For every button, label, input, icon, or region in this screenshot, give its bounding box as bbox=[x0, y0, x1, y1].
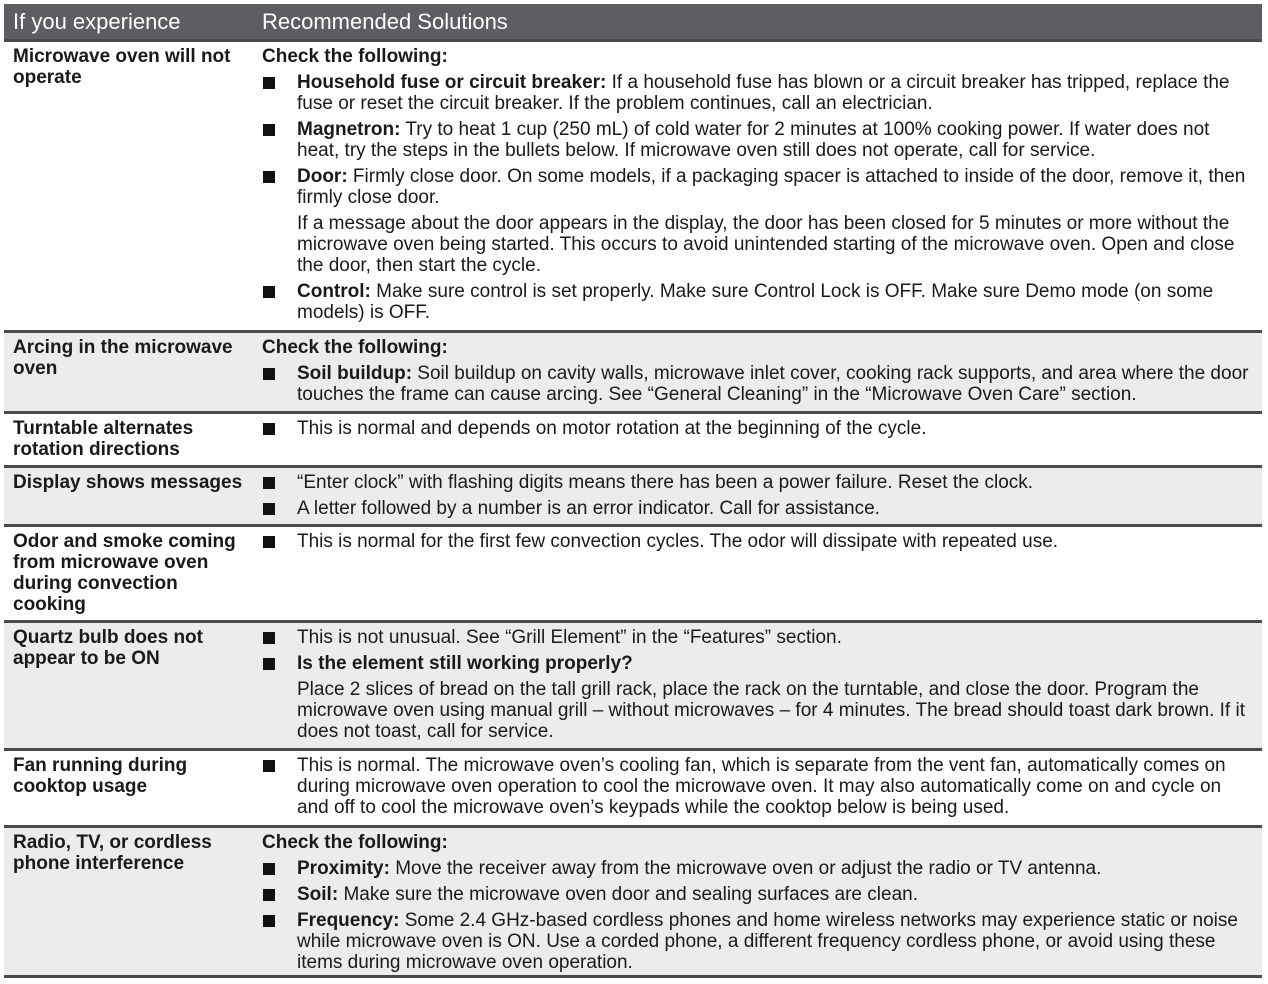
bullet-text: A letter followed by a number is an error indicator. Call for assistance. bbox=[297, 498, 880, 519]
square-bullet-icon bbox=[263, 536, 275, 548]
solution-cell bbox=[252, 42, 1262, 330]
grill-note: Place 2 slices of bread on the tall grill rack, place the rack on the turntable, and close the door. Program the microwave oven using manual grill – without microwaves – for 4 minutes. The bread should toast dark brown. If it does not toast, call for service. bbox=[297, 679, 1245, 742]
bullet-item bbox=[262, 119, 1254, 161]
table-header bbox=[4, 4, 1262, 39]
square-bullet-icon bbox=[263, 889, 275, 901]
square-bullet-icon bbox=[263, 77, 275, 89]
square-bullet-icon bbox=[263, 124, 275, 136]
bullet-item bbox=[262, 498, 1254, 519]
bullet-label: Control: bbox=[297, 281, 371, 302]
bullet-label: Magnetron: bbox=[297, 119, 401, 140]
bullet-text: This is normal. The microwave oven’s cooling fan, which is separate from the vent fan, automatically comes on during microwave oven operation to cool the microwave oven. It may also automatically come on and cycle on and off to cool the microwave oven’s keypads while the cooktop below is being used. bbox=[297, 755, 1226, 818]
check-heading: Check the following: bbox=[262, 46, 448, 67]
problem-cell: Fan running during cooktop usage bbox=[13, 755, 188, 797]
table-row bbox=[4, 748, 1262, 825]
problem-cell: Turntable alternates rotation directions bbox=[13, 418, 194, 460]
troubleshooting-table bbox=[4, 4, 1262, 978]
bullet-text: If a household fuse has blown or a circuit breaker has tripped, replace the fuse or reset the circuit breaker. If the problem continues, call an electrician. bbox=[297, 72, 1230, 114]
bullet-item bbox=[262, 166, 1254, 208]
solution-cell bbox=[252, 527, 1262, 620]
bullet-text: Make sure control is set properly. Make sure Control Lock is OFF. Make sure Demo mode (on some models) is OFF. bbox=[297, 281, 1214, 323]
square-bullet-icon bbox=[263, 863, 275, 875]
bullet-label: Household fuse or circuit breaker: bbox=[297, 72, 607, 93]
square-bullet-icon bbox=[263, 368, 275, 380]
bullet-text: Make sure the microwave oven door and sealing surfaces are clean. bbox=[338, 884, 918, 905]
square-bullet-icon bbox=[263, 286, 275, 298]
solution-cell bbox=[252, 468, 1262, 524]
square-bullet-icon bbox=[263, 915, 275, 927]
check-heading: Check the following: bbox=[262, 832, 448, 853]
square-bullet-icon bbox=[263, 423, 275, 435]
bullet-item bbox=[262, 910, 1254, 973]
problem-cell: Display shows messages bbox=[13, 472, 243, 493]
bullet-text: Move the receiver away from the microwave oven or adjust the radio or TV antenna. bbox=[389, 858, 1102, 879]
square-bullet-icon bbox=[263, 632, 275, 644]
table-row bbox=[4, 524, 1262, 620]
bullet-item bbox=[262, 531, 1254, 552]
problem-cell: Microwave oven will not operate bbox=[13, 46, 231, 88]
table-row bbox=[4, 330, 1262, 411]
bullet-text: This is normal and depends on motor rotation at the beginning of the cycle. bbox=[297, 418, 927, 439]
square-bullet-icon bbox=[263, 760, 275, 772]
table-row bbox=[4, 620, 1262, 748]
square-bullet-icon bbox=[263, 171, 275, 183]
bullet-item bbox=[262, 472, 1254, 493]
problem-cell: Odor and smoke coming from microwave oven during convection cooking bbox=[13, 531, 236, 615]
check-heading: Check the following: bbox=[262, 337, 448, 358]
bullet-label: Soil: bbox=[297, 884, 339, 905]
bullet-item bbox=[262, 627, 1254, 648]
bullet-item bbox=[262, 363, 1254, 405]
table-row bbox=[4, 39, 1262, 330]
table-row bbox=[4, 465, 1262, 524]
problem-cell: Radio, TV, or cordless phone interference bbox=[13, 832, 212, 874]
problem-cell: Arcing in the microwave oven bbox=[13, 337, 233, 379]
bullet-label: Proximity: bbox=[297, 858, 390, 879]
bullet-text: “Enter clock” with flashing digits means there has been a power failure. Reset the clock. bbox=[297, 472, 1034, 493]
bullet-item bbox=[262, 858, 1254, 879]
bullet-label: Door: bbox=[297, 166, 348, 187]
square-bullet-icon bbox=[263, 477, 275, 489]
header-col-solutions: Recommended Solutions bbox=[262, 8, 508, 34]
solution-cell bbox=[252, 751, 1262, 825]
bullet-text: Try to heat 1 cup (250 mL) of cold water for 2 minutes at 100% cooking power. If water does not heat, try the steps in the bullets below. If microwave oven still does not operate, call for service. bbox=[297, 119, 1210, 161]
solution-cell bbox=[252, 333, 1262, 411]
table-row bbox=[4, 411, 1262, 465]
bullet-text: Soil buildup on cavity walls, microwave inlet cover, cooking rack supports, and area where the door touches the frame can cause arcing. See “General Cleaning” in the “Microwave Oven Care” section. bbox=[297, 363, 1249, 405]
solution-cell bbox=[252, 828, 1262, 975]
problem-cell: Quartz bulb does not appear to be ON bbox=[13, 627, 203, 669]
table-row bbox=[4, 825, 1262, 978]
bullet-item bbox=[262, 281, 1254, 323]
bullet-item bbox=[262, 884, 1254, 905]
bullet-label: Is the element still working properly? bbox=[297, 653, 633, 674]
bullet-text: Firmly close door. On some models, if a packaging spacer is attached to inside of the door, remove it, then firmly close door. bbox=[297, 166, 1246, 208]
square-bullet-icon bbox=[263, 503, 275, 515]
header-col-experience: If you experience bbox=[13, 8, 181, 34]
bullet-text: This is not unusual. See “Grill Element” in the “Features” section. bbox=[297, 627, 842, 648]
solution-cell bbox=[252, 414, 1262, 465]
square-bullet-icon bbox=[263, 658, 275, 670]
bullet-label: Soil buildup: bbox=[297, 363, 413, 384]
bullet-item bbox=[262, 418, 1254, 439]
bullet-label: Frequency: bbox=[297, 910, 400, 931]
solution-cell bbox=[252, 623, 1262, 748]
bullet-item bbox=[262, 755, 1254, 818]
bullet-text: This is normal for the first few convection cycles. The odor will dissipate with repeated use. bbox=[297, 531, 1059, 552]
bullet-text: Some 2.4 GHz-based cordless phones and home wireless networks may experience static or noise while microwave oven is ON. Use a corded phone, a different frequency cordless phone, or avoid using these items during microwave oven operation. bbox=[297, 910, 1238, 973]
door-note: If a message about the door appears in the display, the door has been closed for 5 minutes or more without the microwave oven being started. This occurs to avoid unintended starting of the microwave oven. Open and close the door, then start the cycle. bbox=[297, 213, 1235, 276]
bullet-item bbox=[262, 653, 1254, 674]
bullet-item bbox=[262, 72, 1254, 114]
